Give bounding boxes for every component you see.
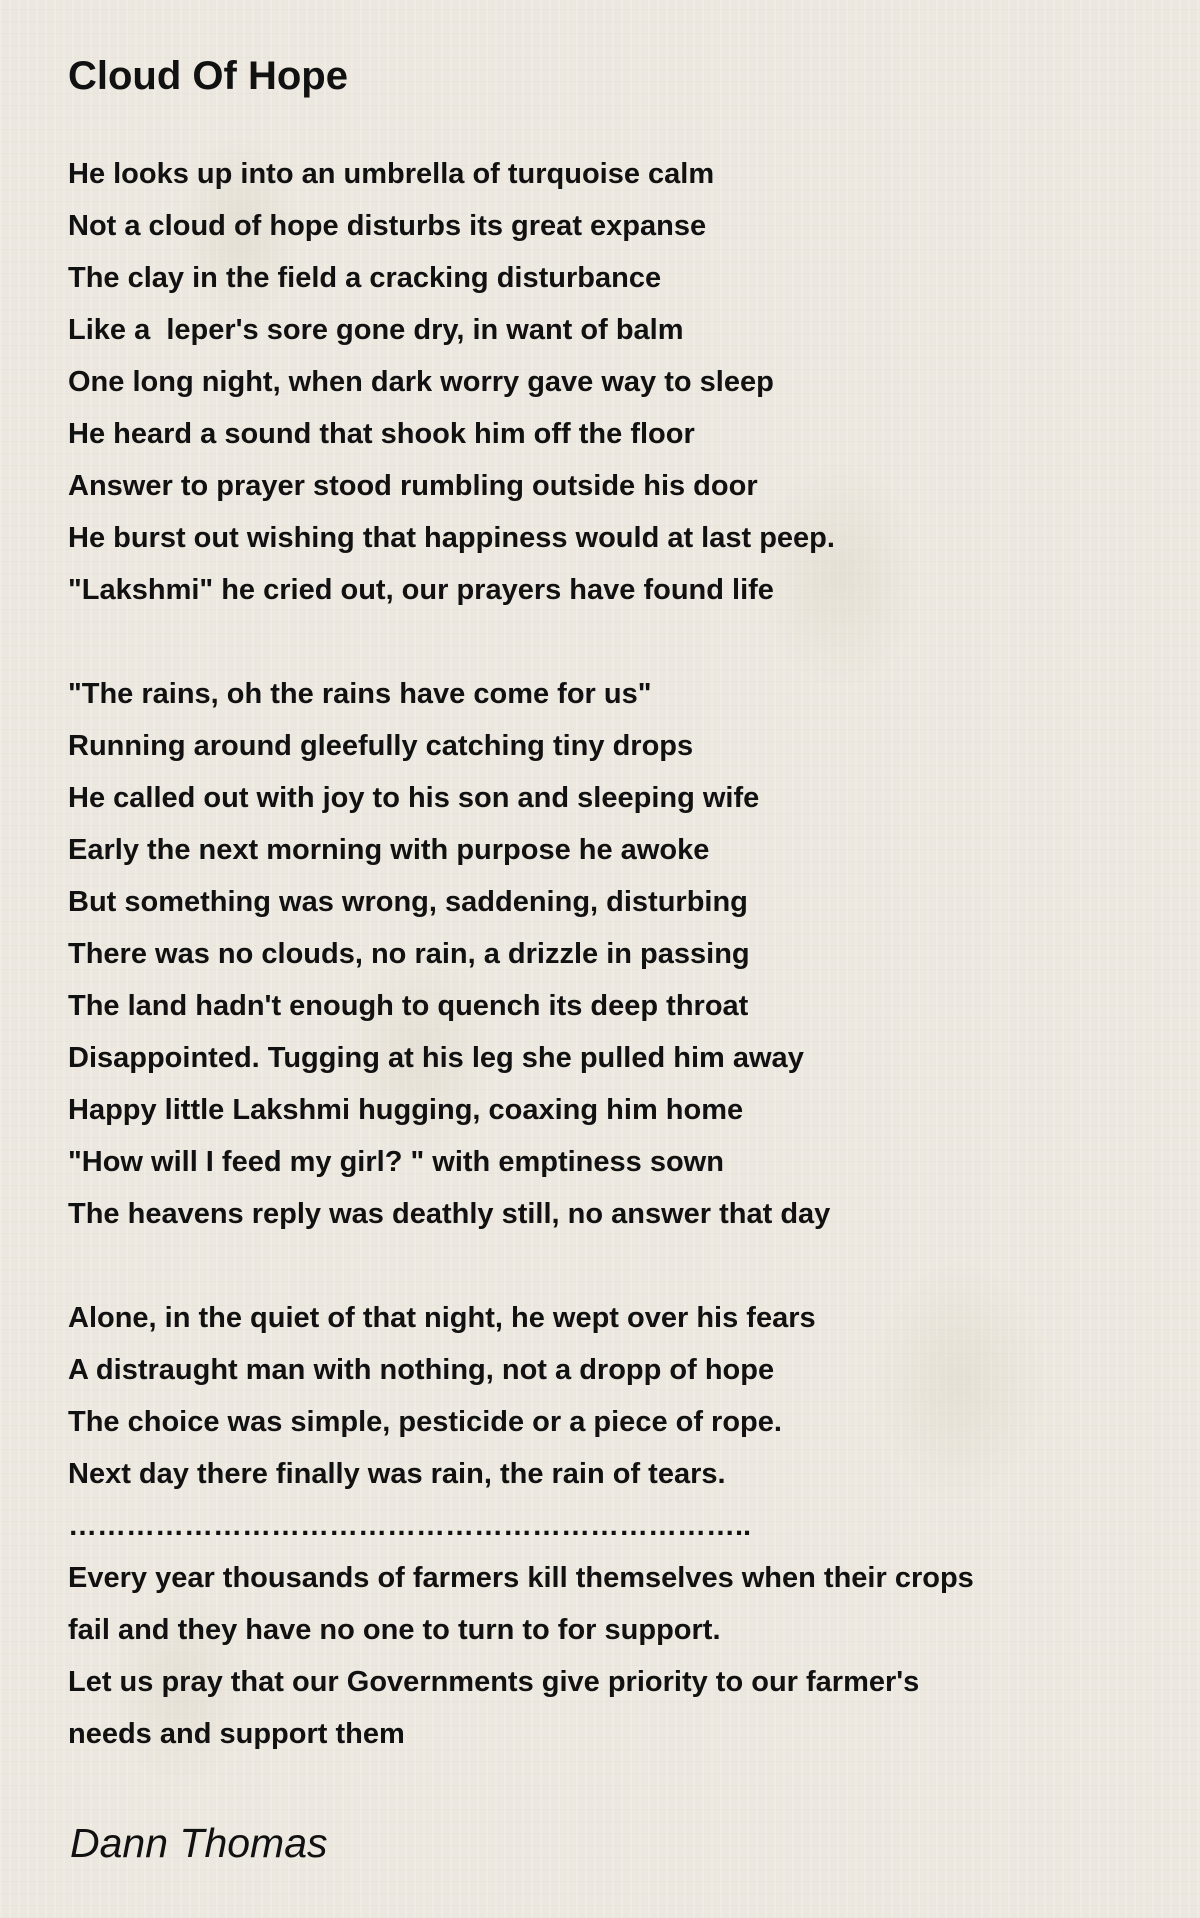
poem-line: "The rains, oh the rains have come for us": [68, 678, 652, 710]
poem-author: Dann Thomas: [70, 1820, 328, 1866]
stanza-1: [68, 148, 1168, 616]
poem-line: Like a leper's sore gone dry, in want of balm: [68, 314, 684, 346]
poem-line: The land hadn't enough to quench its deep throat: [68, 990, 749, 1022]
poem-line: Early the next morning with purpose he awoke: [68, 834, 710, 866]
poem-line: One long night, when dark worry gave way to sleep: [68, 366, 774, 398]
poem-line: "How will I feed my girl? " with emptiness sown: [68, 1146, 724, 1178]
poem-line: A distraught man with nothing, not a dropp of hope: [68, 1354, 775, 1386]
stanza-2: [68, 668, 1168, 1240]
poem-line: He called out with joy to his son and sleeping wife: [68, 782, 760, 814]
poem-line: There was no clouds, no rain, a drizzle in passing: [68, 938, 750, 970]
poem-line: Disappointed. Tugging at his leg she pulled him away: [68, 1042, 804, 1074]
poem-line: needs and support them: [68, 1718, 405, 1750]
poem-line: fail and they have no one to turn to for support.: [68, 1614, 721, 1646]
poem-line: Alone, in the quiet of that night, he wept over his fears: [68, 1302, 816, 1334]
poem-line: Next day there finally was rain, the rain of tears.: [68, 1458, 726, 1490]
poem-line: "Lakshmi" he cried out, our prayers have found life: [68, 574, 774, 606]
stanza-3: [68, 1292, 1168, 1760]
poem-line: He burst out wishing that happiness would at last peep.: [68, 522, 835, 554]
poem-line: Let us pray that our Governments give priority to our farmer's: [68, 1666, 920, 1698]
poem-line: But something was wrong, saddening, disturbing: [68, 886, 748, 918]
poem-line: He looks up into an umbrella of turquoise calm: [68, 158, 715, 190]
poem-line: The clay in the field a cracking disturbance: [68, 262, 662, 294]
poem-line: Every year thousands of farmers kill themselves when their crops: [68, 1562, 974, 1594]
poem-line: Answer to prayer stood rumbling outside his door: [68, 470, 758, 502]
poem-line: The heavens reply was deathly still, no answer that day: [68, 1198, 831, 1230]
poem-line: Running around gleefully catching tiny drops: [68, 730, 694, 762]
separator-line: ……………………………………………………………..: [68, 1510, 752, 1542]
poem-title: Cloud Of Hope: [68, 54, 348, 98]
poem-line: Not a cloud of hope disturbs its great expanse: [68, 210, 707, 242]
poem-body: [68, 148, 1168, 1760]
poem-line: He heard a sound that shook him off the floor: [68, 418, 695, 450]
poem-line: Happy little Lakshmi hugging, coaxing him home: [68, 1094, 744, 1126]
poem-line: The choice was simple, pesticide or a piece of rope.: [68, 1406, 782, 1438]
